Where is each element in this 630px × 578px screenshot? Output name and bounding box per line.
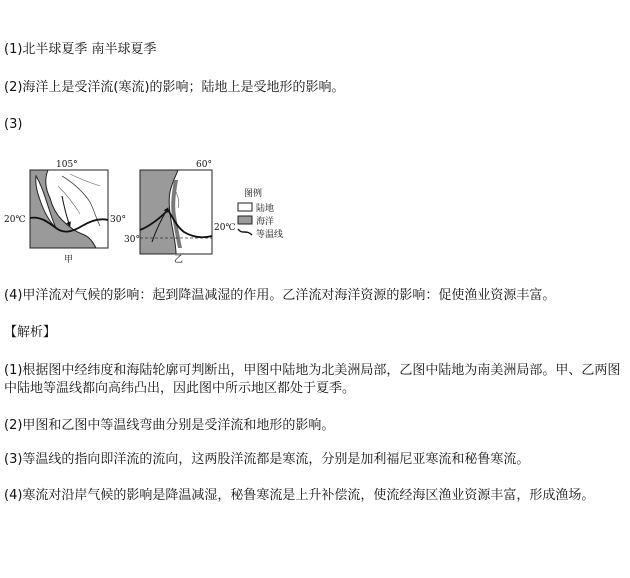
yi-isotherm-label: 20℃ bbox=[214, 223, 236, 233]
jia-isotherm-label: 20℃ bbox=[4, 215, 26, 225]
analysis-p3: (3)等温线的指向即洋流的流向，这两股洋流都是寒流，分别是加利福尼亚寒流和秘鲁寒流。 bbox=[4, 452, 530, 467]
yi-latitude-label: 30° bbox=[124, 235, 140, 245]
legend-isotherm-label: 等温线 bbox=[256, 230, 284, 240]
analysis-p2: (2)甲图和乙图中等温线弯曲分别是受洋流和地形的影响。 bbox=[4, 418, 335, 433]
answer-1: (1)北半球夏季 南半球夏季 bbox=[4, 42, 157, 57]
yi-caption: 乙 bbox=[174, 255, 184, 265]
legend-title: 图例 bbox=[244, 189, 263, 199]
legend bbox=[238, 187, 283, 240]
answer-2: (2)海洋上是受洋流(寒流)的影响；陆地上是受地形的影响。 bbox=[4, 80, 345, 95]
yi-longitude-label: 60° bbox=[196, 160, 212, 170]
map-jia bbox=[4, 160, 126, 265]
map-yi bbox=[124, 160, 236, 265]
analysis-heading: 【解析】 bbox=[4, 325, 57, 340]
jia-latitude-label: 30° bbox=[110, 215, 126, 225]
legend-land-swatch bbox=[238, 203, 252, 211]
jia-longitude-label: 105° bbox=[56, 160, 78, 170]
jia-caption: 甲 bbox=[64, 255, 74, 265]
legend-land-label: 陆地 bbox=[256, 204, 275, 214]
analysis-p1: (1)根据图中经纬度和海陆轮廓可判断出，甲图中陆地为北美洲局部，乙图中陆地为南美洲局部。甲、乙两图中陆地等温线都向高纬凸出，因此图中所示地区都处于夏季。 bbox=[4, 363, 621, 396]
map-figure bbox=[0, 156, 340, 268]
legend-isotherm-swatch bbox=[238, 229, 252, 235]
answer-4: (4)甲洋流对气候的影响：起到降温减湿的作用。乙洋流对海洋资源的影响：促使渔业资源丰富。 bbox=[4, 288, 556, 303]
legend-ocean-swatch bbox=[238, 216, 252, 224]
legend-ocean-label: 海洋 bbox=[256, 217, 275, 227]
answer-3: (3) bbox=[4, 117, 23, 132]
analysis-p4: (4)寒流对沿岸气候的影响是降温减湿，秘鲁寒流是上升补偿流，使流经海区渔业资源丰富，形成渔场。 bbox=[4, 488, 595, 503]
